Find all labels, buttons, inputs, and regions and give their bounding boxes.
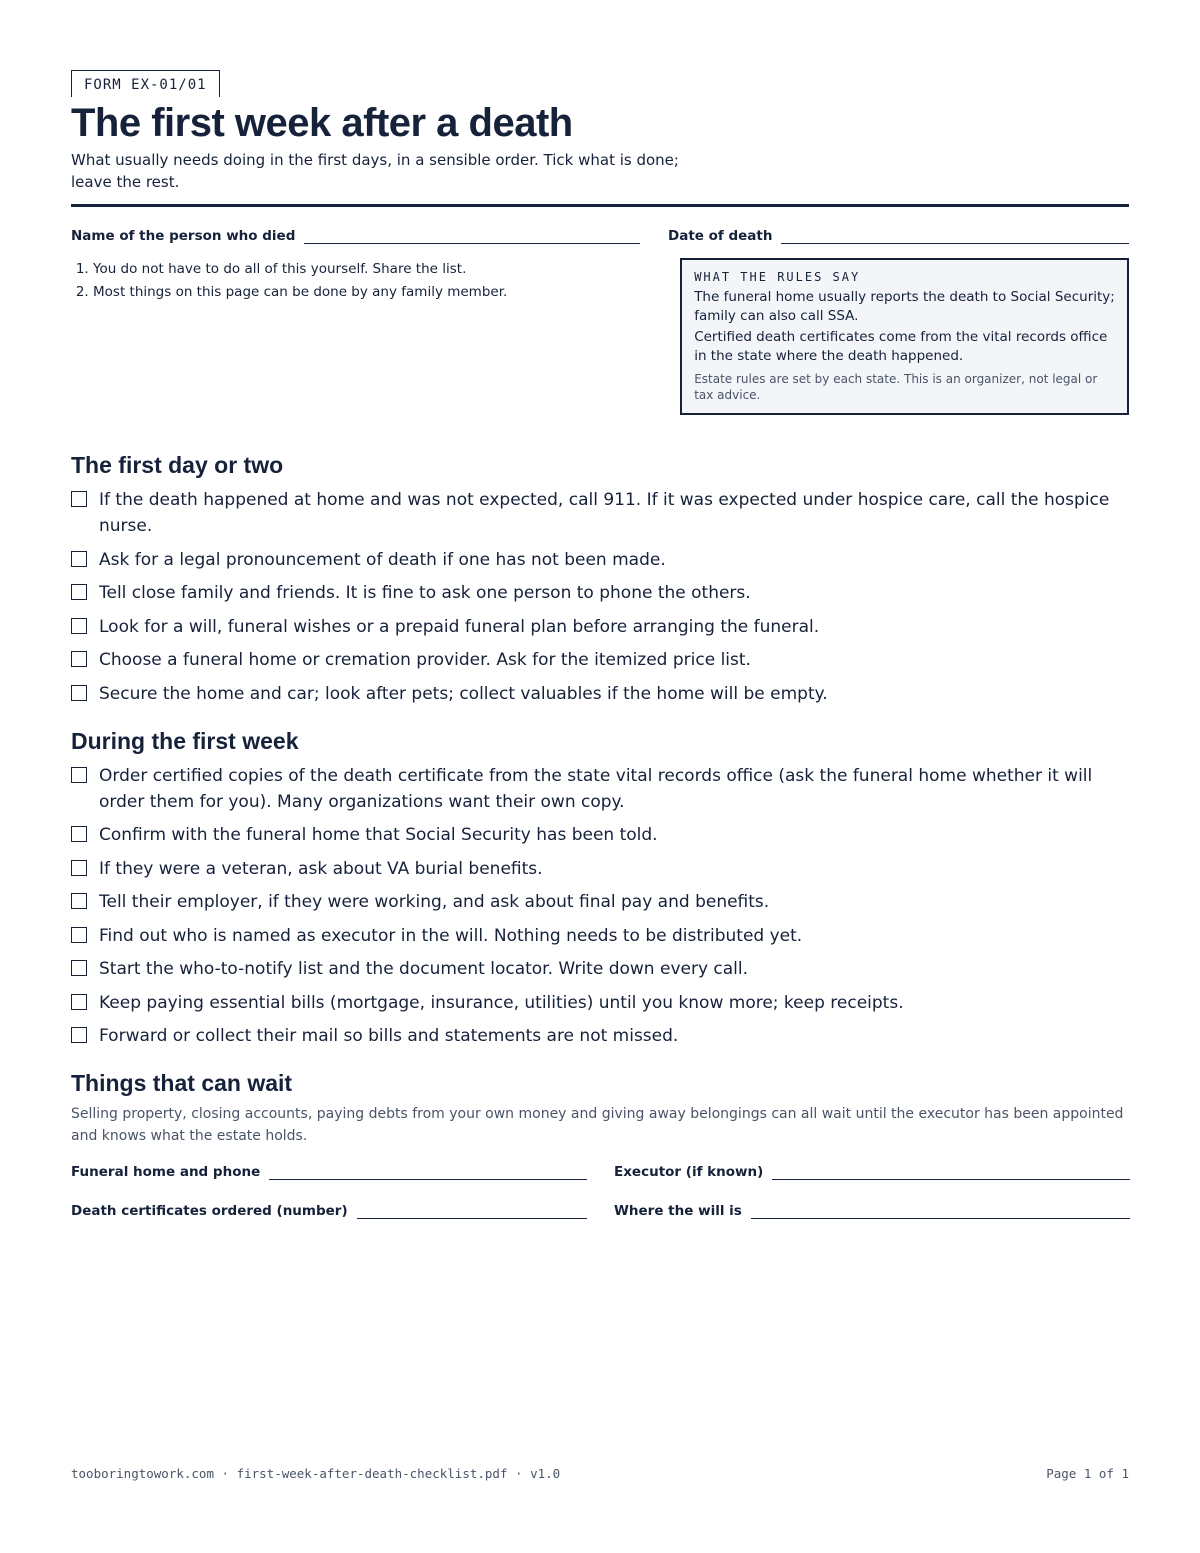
certificates-input[interactable]	[357, 1200, 587, 1219]
rules-box-disclaimer: Estate rules are set by each state. This is an organizer, not legal or tax advice.	[694, 372, 1098, 402]
checklist-item	[71, 1023, 1129, 1049]
checkbox[interactable]	[71, 685, 87, 701]
checklist-item-text: If they were a veteran, ask about VA burial benefits.	[99, 858, 543, 879]
checklist-item-text: Choose a funeral home or cremation provider. Ask for the itemized price list.	[99, 650, 751, 670]
checklist-item	[71, 990, 1129, 1016]
checklist-item-text: Order certified copies of the death certificate from the state vital records office (ask the funeral home whether it will order them for you). Many organizations want their own copy.	[99, 765, 1093, 812]
checkbox[interactable]	[71, 491, 87, 507]
funeral-home-field	[71, 1161, 587, 1180]
rules-box-heading: WHAT THE RULES SAY	[694, 270, 861, 284]
checklist-item-text: Tell close family and friends. It is fine to ask one person to phone the others.	[99, 583, 751, 603]
checklist-item	[71, 822, 1129, 848]
checkbox[interactable]	[71, 960, 87, 976]
checkbox[interactable]	[71, 994, 87, 1010]
header-divider	[71, 204, 1129, 207]
checklist-item-text: If the death happened at home and was not expected, call 911. If it was expected under hospice care, call the hospice nurse.	[99, 490, 1110, 536]
will-location-input[interactable]	[751, 1200, 1130, 1219]
checkbox[interactable]	[71, 893, 87, 909]
funeral-home-label: Funeral home and phone	[71, 1164, 261, 1180]
bottom-fields	[71, 1161, 1129, 1219]
checklist-item-text: Keep paying essential bills (mortgage, insurance, utilities) until you know more; keep receipts.	[99, 992, 904, 1013]
checklist-item	[71, 956, 1129, 982]
section-heading: Things that can wait	[71, 1070, 293, 1096]
checklist-item	[71, 487, 1129, 539]
executor-field	[614, 1161, 1130, 1180]
executor-label: Executor (if known)	[614, 1164, 764, 1180]
checklist-item-text: Secure the home and car; look after pets; collect valuables if the home will be empty.	[99, 683, 828, 704]
checklist-item-text: Confirm with the funeral home that Social Security has been told.	[99, 825, 658, 845]
section-heading: During the first week	[71, 727, 299, 754]
note-item: 2. Most things on this page can be done by any family member.	[93, 281, 680, 304]
rules-box-text: The funeral home usually reports the death to Social Security; family can also call SSA.	[694, 289, 1115, 324]
checklist-item	[71, 614, 1129, 640]
checklist-item-text: Find out who is named as executor in the will. Nothing needs to be distributed yet.	[99, 925, 803, 946]
page-subtitle: What usually needs doing in the first days, in a sensible order. Tick what is done; leave the rest.	[71, 151, 679, 191]
footer-source: tooboringtowork.com · first-week-after-death-checklist.pdf · v1.0	[71, 1466, 561, 1481]
form-code-tag: FORM EX-01/01	[71, 70, 220, 97]
checklist-item	[71, 889, 1129, 915]
section-first-days	[71, 451, 1129, 707]
checklist-item	[71, 547, 1129, 573]
section-can-wait	[71, 1069, 1129, 1147]
section-heading: The first day or two	[71, 452, 284, 478]
checklist-item	[71, 923, 1129, 949]
footer-page-number: Page 1 of 1	[1046, 1466, 1129, 1481]
checklist-item-text: Ask for a legal pronouncement of death if one has not been made.	[99, 549, 666, 570]
checkbox[interactable]	[71, 584, 87, 600]
checkbox[interactable]	[71, 927, 87, 943]
rules-box-text: Certified death certificates come from the vital records office in the state where the death happened.	[694, 329, 1108, 364]
checklist-item	[71, 763, 1129, 815]
name-field-label: Name of the person who died	[71, 228, 296, 244]
checklist	[71, 763, 1129, 1050]
checklist-item-text: Start the who-to-notify list and the document locator. Write down every call.	[99, 959, 749, 979]
section-first-week	[71, 727, 1129, 1050]
name-field	[71, 225, 640, 244]
checkbox[interactable]	[71, 826, 87, 842]
date-field	[668, 225, 1129, 244]
checkbox[interactable]	[71, 651, 87, 667]
checklist-item	[71, 647, 1129, 673]
checklist-item-text: Tell their employer, if they were working, and ask about final pay and benefits.	[99, 892, 770, 912]
date-field-input[interactable]	[781, 225, 1129, 244]
intro-section	[71, 258, 1129, 415]
checkbox[interactable]	[71, 860, 87, 876]
certificates-field	[71, 1200, 587, 1219]
rules-box	[680, 258, 1129, 415]
notes-list	[71, 258, 680, 415]
section-paragraph: Selling property, closing accounts, paying debts from your own money and giving away belongings can all wait until the executor has been appointed and knows what the estate holds.	[71, 1106, 1124, 1144]
date-field-label: Date of death	[668, 228, 773, 244]
will-location-field	[614, 1200, 1130, 1219]
checklist-item	[71, 681, 1129, 707]
checkbox[interactable]	[71, 618, 87, 634]
page-footer	[71, 1466, 1129, 1481]
checkbox[interactable]	[71, 1027, 87, 1043]
name-field-input[interactable]	[304, 225, 640, 244]
checklist-item-text: Look for a will, funeral wishes or a prepaid funeral plan before arranging the funeral.	[99, 616, 820, 637]
checklist	[71, 487, 1129, 707]
funeral-home-input[interactable]	[269, 1161, 587, 1180]
note-item: 1. You do not have to do all of this yourself. Share the list.	[93, 258, 680, 281]
checklist-item-text: Forward or collect their mail so bills and statements are not missed.	[99, 1026, 679, 1046]
checklist-item	[71, 580, 1129, 606]
certificates-label: Death certificates ordered (number)	[71, 1203, 348, 1219]
checkbox[interactable]	[71, 767, 87, 783]
page-title: The first week after a death	[71, 101, 573, 145]
will-location-label: Where the will is	[614, 1203, 742, 1219]
checklist-item	[71, 856, 1129, 882]
executor-input[interactable]	[772, 1161, 1130, 1180]
form-page	[71, 70, 1129, 1219]
top-fields-row	[71, 225, 1129, 244]
checkbox[interactable]	[71, 551, 87, 567]
